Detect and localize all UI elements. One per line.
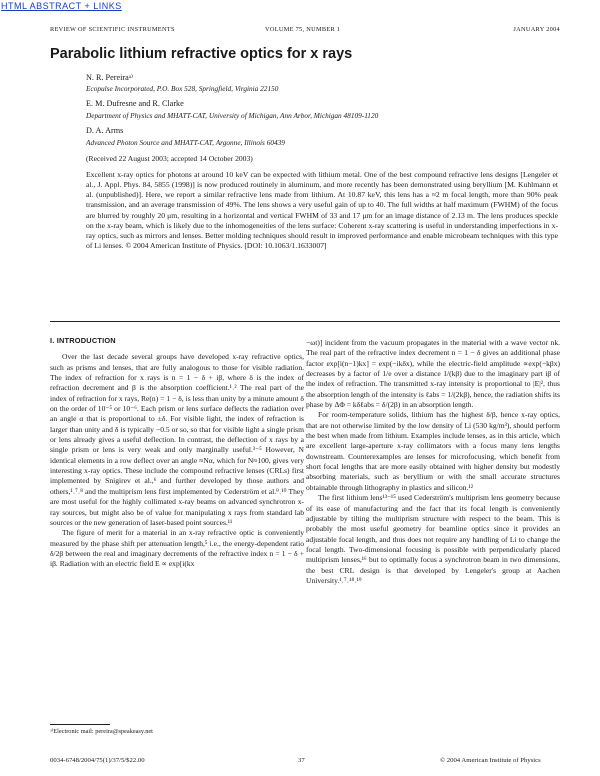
intro-paragraph-1: Over the last decade several groups have developed x-ray refractive optics, such as prisms and lenses, that are fully analogous to those for visible radiation. The index of refraction for x rays is n = 1 − δ + iβ, where δ is the index of refraction decrement and β is the absorption coefficient.¹˒² The real part of the index of refraction for x rays, Re(n) = 1 − δ, is less than unity by a minute amount δ on the order of 10⁻⁵ or 10⁻⁶. Each prism or lens surface deflects the radiation over an angle α that is proportional to ±δ. For visible light, the index of refraction is larger than unity and δ is typically −0.5 or so, so that for visible light a single prism or lens already gives a useful deflection. In contrast, the deflection of x rays by a single prism or lens is very weak and only marginally useful.³⁻⁵ However, N identical elements in a row deflect over an angle ≈Nα, which for N≈100, gives very interesting x-ray optics. These include the compound refractive lenses (CRLs) first implemented by Snigirev et al.,⁶ and further developed by those authors and others,¹˒⁷˒⁸ and the multiprism lens first implemented by Cederström et al.⁹˒¹⁰ They are most useful for the highly collimated x-ray beams on advanced synchrotron x-ray sources, but might also be of value for manipulating x rays from standard lab sources or the new generation of laser-based point sources.¹¹ xyxy=(50,352,304,527)
footnote-divider xyxy=(50,724,110,725)
right-paragraph-1: −ωt)] incident from the vacuum propagates in the material with a wave vector nk. The real part of the refractive index decrement n = 1 − δ gives an additional phase factor exp[i(n−1)kx] = exp(−ikδx), while the electric-field amplitude ∝exp(−kβx) decreases by a factor of 1/e over a distance 1/(kβ) due to the imaginary part iβ of the index of refraction. The transmitted x-ray intensity is proportional to |E|², thus the absorption length of the intensity is ℓabs = 1/(2kβ), hence, the radiation shifts its phase by ΔΦ = kδℓabs = δ/(2β) in an absorption length. xyxy=(306,338,561,410)
left-column xyxy=(50,336,304,570)
footnote: ᵃ⁾Electronic mail: pereira@speakeasy.net xyxy=(50,728,153,735)
author-line-1: N. R. Pereiraᵃ⁾ xyxy=(86,73,133,82)
footer-copyright: © 2004 American Institute of Physics xyxy=(440,757,541,764)
affiliation-1: Ecopulse Incorporated, P.O. Box 528, Springfield, Virginia 22150 xyxy=(86,84,279,93)
received-dates: (Received 22 August 2003; accepted 14 October 2003) xyxy=(86,154,253,163)
html-abstract-links[interactable]: HTML ABSTRACT + LINKS xyxy=(1,1,122,11)
abstract: Excellent x-ray optics for photons at around 10 keV can be expected with lithium metal. One of the best compound refractive lens designs [Lengeler et al., J. Appl. Phys. 84, 5855 (1998)] is now produced routinely in aluminum, and more recently has been demonstrated using beryllium [M. Kuhlmann et al. (unpublished)]. Here, we report a similar refractive lens made from lithium. At 10.87 keV, this lens has a ≈2 m focal length, more than 90% peak transmission, and an average transmission of 49%. The lens shows a very useful gain of up to 40. The full widths at half maximum (FWHM) of the focus are blurred by roughly 20 μm, resulting in a horizontal and vertical FWHM of 33 and 17 μm for an image distance of 2.13 m. The lens produces speckle on the x-ray beam, which is likely due to the inhomogeneities of the lens surface: Coherent x-ray scattering is useful in understanding imperfections in x-ray optics, such as mirrors and lenses. Better molding techniques should result in improved performance and enable microbeam techniques with this type of Li lenses. © 2004 American Institute of Physics. [DOI: 10.1063/1.1633007] xyxy=(86,170,558,251)
right-paragraph-3: The first lithium lens¹³⁻¹⁵ used Cederström's multiprism lens geometry because of its ease of manufacturing and the fact that its focal length is conveniently adjustable by tilting the multiprism structure with respect to the beam. This is probably the most useful geometry for beamline optics since it provides an adjustable focal length, and thus does not require any handling of Li to change the focal length. Two-dimensional focusing is possible with perpendicularly placed multiprism lenses,¹⁶ but to optimally focus a synchrotron beam in two dimensions, the best CRL design is that developed by Lengeler's group at Aachen University.¹˒⁷˒¹⁸˒¹⁹ xyxy=(306,493,560,585)
author-line-3: D. A. Arms xyxy=(86,126,124,135)
running-head xyxy=(50,26,560,38)
affiliation-3: Advanced Photon Source and MHATT-CAT, Argonne, Illinois 60439 xyxy=(86,138,285,147)
abstract-divider xyxy=(50,321,560,322)
author-line-2: E. M. Dufresne and R. Clarke xyxy=(86,99,184,108)
right-column xyxy=(306,338,560,586)
volume-number: VOLUME 75, NUMBER 1 xyxy=(265,26,341,33)
section-heading: I. INTRODUCTION xyxy=(50,336,116,345)
affiliation-2: Department of Physics and MHATT-CAT, University of Michigan, Ann Arbor, Michigan 48109-1120 xyxy=(86,111,379,120)
intro-paragraph-2: The figure of merit for a material in an x-ray refractive optic is conveniently measured by the phase shift per attenuation length,⁵ i.e., the energy-dependent ratio δ/2β between the real and imaginary decrements of the refractive index n = 1 − δ + iβ. Radiation with an electric field E ∝ exp[i(kx xyxy=(50,528,304,569)
footer-issn: 0034-6748/2004/75(1)/37/5/$22.00 xyxy=(50,757,145,764)
right-paragraph-2: For room-temperature solids, lithium has the highest δ/β, hence x-ray optics, that are not otherwise limited by the low density of Li (530 kg/m³), should perform the best when made from lithium. Examples include lenses, as in this article, which are excellent large-aperture x-ray collimators with a focus many lens lengths downstream. Counterexamples are lenses for microfocusing, which benefit from short focal lengths that are more easily obtained with higher density but modestly absorbing materials, such as beryllium or with the small accurate structures obtainable through lithography in plastics and silicon.¹² xyxy=(306,410,560,492)
page-number: 37 xyxy=(298,757,305,764)
issue-date: JANUARY 2004 xyxy=(513,26,560,33)
journal-name: REVIEW OF SCIENTIFIC INSTRUMENTS xyxy=(50,26,175,33)
article-title: Parabolic lithium refractive optics for x rays xyxy=(50,46,353,62)
